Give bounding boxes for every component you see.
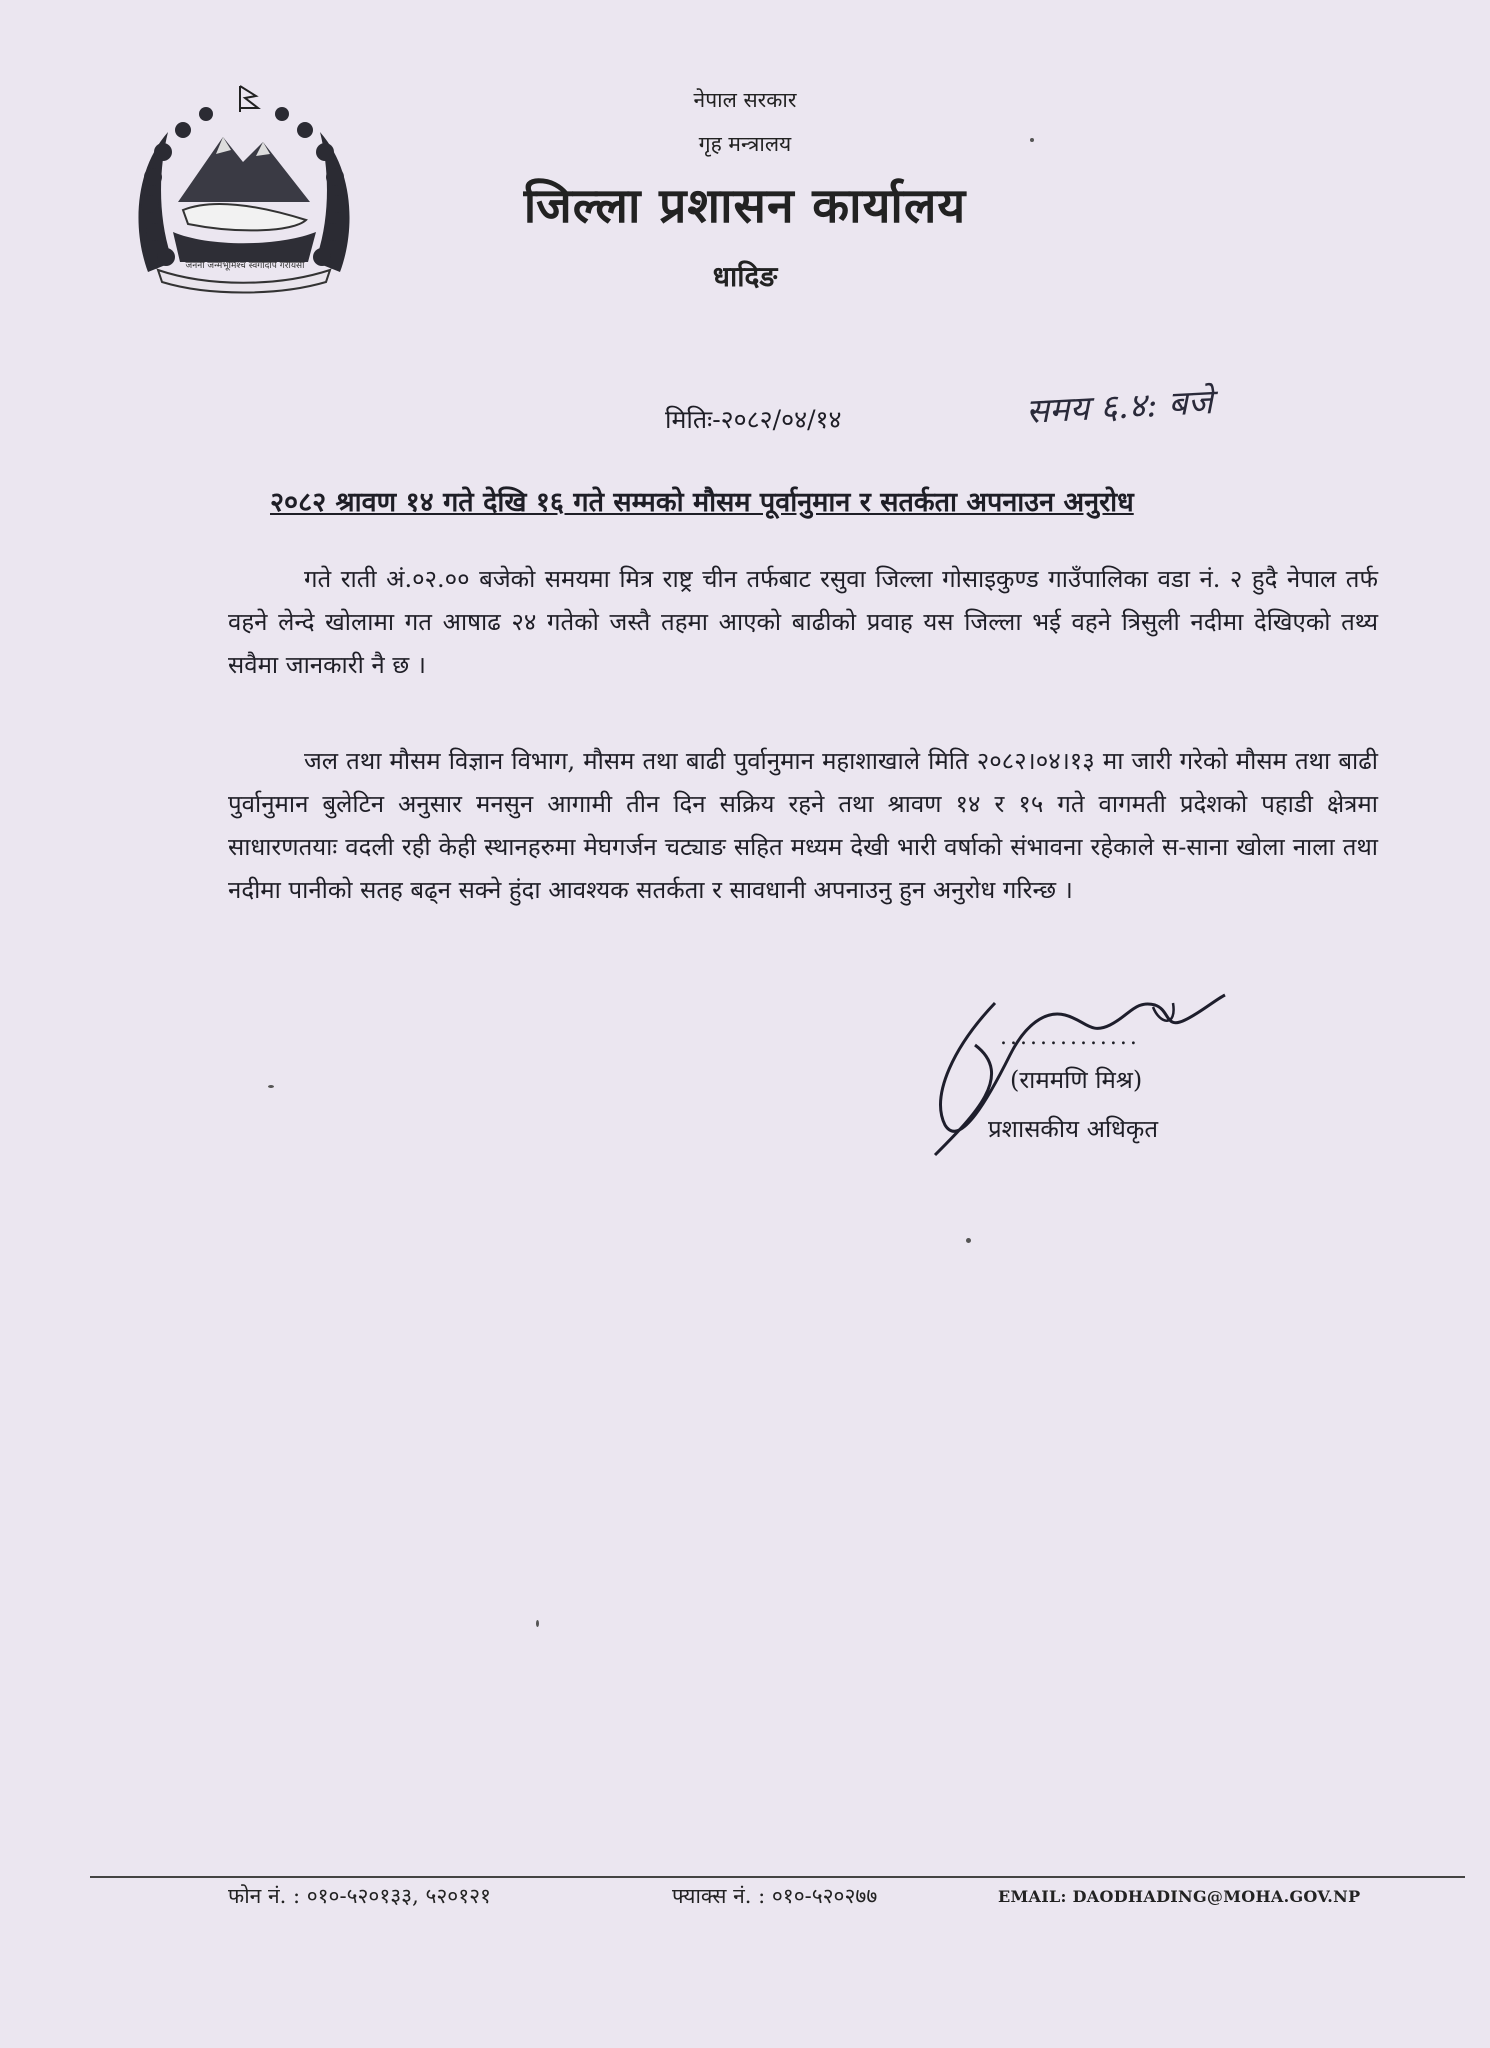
letter-date: मितिः-२०८२/०४/१४ [665, 405, 842, 434]
body-paragraph-1: गते राती अं.०२.०० बजेको समयमा मित्र राष्ट्र चीन तर्फबाट रसुवा जिल्ला गोसाइकुण्ड गाउँपालिका वडा नं. २ हुदै नेपाल तर्फ वहने लेन्दे खोलामा गत आषाढ २४ गतेको जस्तै तहमा आएको बाढीको प्रवाह यस जिल्ला भई वहने त्रिसुली नदीमा देखिएको तथ्य सवैमा जानकारी नै छ । [228, 565, 1378, 679]
handwritten-time-note: समय ६.४: बजे [1025, 382, 1214, 432]
paper-speck [1030, 138, 1034, 142]
paper-speck [268, 1085, 274, 1088]
government-name: नेपाल सरकार [693, 88, 797, 112]
office-title: जिल्ला प्रशासन कार्यालय [523, 178, 967, 234]
ministry-name: गृह मन्त्रालय [698, 132, 792, 156]
footer-fax: फ्याक्स नं. : ०१०-५२०२७७ [672, 1884, 878, 1908]
signatory-name: (राममणि मिश्र) [1010, 1066, 1143, 1094]
emblem-motto: जननी जन्मभूमिश्च स्वर्गादपि गरीयसी [185, 261, 305, 271]
paper-speck [966, 1238, 971, 1243]
district-name: धादिङ [712, 260, 778, 293]
signature-dots: .............. [1000, 1025, 1140, 1050]
footer-email: EMAIL: DAODHADING@MOHA.GOV.NP [998, 1887, 1361, 1906]
footer-phone: फोन नं. : ०१०-५२०१३३, ५२०१२१ [228, 1884, 491, 1908]
footer-divider [90, 1876, 1465, 1878]
paper-speck [536, 1620, 539, 1627]
signatory-title: प्रशासकीय अधिकृत [988, 1115, 1159, 1143]
body-paragraph-2: जल तथा मौसम विज्ञान विभाग, मौसम तथा बाढी पुर्वानुमान महाशाखाले मिति २०८२।०४।१३ मा जारी गरेको मौसम तथा बाढी पुर्वानुमान बुलेटिन अनुसार मनसुन आगामी तीन दिन सक्रिय रहने तथा श्रावण १४ र १५ गते वागमती प्रदेशको पहाडी क्षेत्रमा साधारणतयाः वदली रही केही स्थानहरुमा मेघगर्जन चट्याङ सहित मध्यम देखी भारी वर्षाको संभावना रहेकाले स-साना खोला नाला तथा नदीमा पानीको सतह बढ्न सक्ने हुंदा आवश्यक सतर्कता र सावधानी अपनाउनु हुन अनुरोध गरिन्छ । [228, 747, 1378, 904]
letter-subject: २०८२ श्रावण १४ गते देखि १६ गते सम्मको मौसम पूर्वानुमान र सतर्कता अपनाउन अनुरोध [270, 487, 1134, 518]
